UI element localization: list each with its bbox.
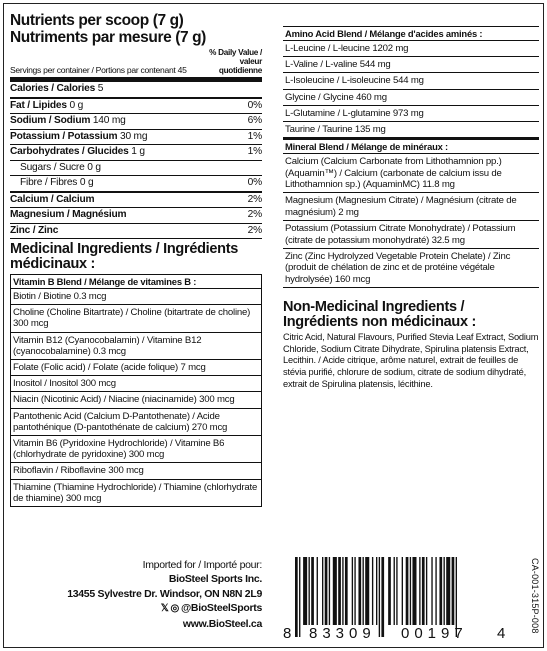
barcode-bar	[446, 557, 450, 625]
barcode-bar	[329, 557, 330, 625]
nutrient-dv: 0%	[247, 177, 262, 188]
nutrient-label: Calories / Calories 5	[10, 83, 104, 94]
nutrient-label: Zinc / Zinc	[10, 224, 59, 236]
nutrition-facts-panel	[10, 12, 262, 507]
nutrient-row	[10, 208, 262, 224]
barcode-bar	[352, 557, 353, 625]
social-handle: @BioSteelSports	[180, 602, 262, 615]
vitamin-item: Inositol / Inositol 300 mcg	[11, 376, 261, 392]
vitamin-item: Niacin (Nicotinic Acid) / Niacine (niacinamide) 300 mcg	[11, 392, 261, 408]
importer-line: Imported for / Importé pour:	[142, 559, 262, 571]
barcode-bar	[299, 557, 300, 637]
barcode-bar	[311, 557, 314, 625]
barcode-bar	[412, 557, 416, 625]
barcode-bar	[309, 557, 310, 625]
amino-item: L-Glutamine / L-glutamine 973 mg	[283, 106, 539, 122]
barcode-bar	[322, 557, 323, 625]
vitamin-item: Riboflavin / Riboflavine 300 mcg	[11, 463, 261, 479]
barcode-bar	[431, 557, 432, 625]
vitamin-blend-box	[10, 274, 262, 507]
vitamin-item: Choline (Choline Bitartrate) / Choline (bitartrate de choline) 300 mcg	[11, 305, 261, 332]
barcode-bar	[379, 557, 380, 637]
importer-block	[40, 558, 262, 631]
mineral-blend-header: Mineral Blend / Mélange de minéraux :	[283, 140, 539, 154]
barcode-bar	[388, 557, 391, 625]
non-medicinal-title: Non-Medicinal Ingredients / Ingrédients non médicinaux :	[283, 299, 477, 331]
side-code: CA-001-315P-008	[530, 558, 540, 634]
servings-per-container: Servings per container / Portions par contenant 45	[10, 65, 187, 75]
nutrient-dv: 2%	[247, 209, 262, 220]
vitamin-item: Biotin / Biotine 0.3 mcg	[11, 289, 261, 305]
barcode-bar	[376, 557, 377, 625]
vitamin-item: Thiamine (Thiamine Hydrochloride) / Thiamine (chlorhydrate de thiamine) 300 mcg	[13, 481, 258, 504]
vitamin-blend-header: Vitamin B Blend / Mélange de vitamines B :	[11, 275, 261, 289]
nutrient-dv: 0%	[247, 99, 262, 111]
vitamin-item: Vitamin B6 (Pyridoxine Hydrochloride) / Vitamine B6 (chlorhydrate de pyridoxine) 300 mcg	[11, 436, 261, 463]
social-line	[40, 601, 262, 616]
nutrient-label: Fibre / Fibres 0 g	[20, 177, 94, 188]
barcode-bar	[295, 557, 298, 637]
mineral-blend-box	[283, 138, 539, 288]
daily-value-header: % Daily Value / valeur quotidienne	[209, 48, 262, 75]
barcode-digit-check: 4	[497, 625, 506, 642]
barcode-bar	[419, 557, 420, 625]
amino-item: L-Valine / L-valine 544 mg	[283, 57, 539, 73]
nutrient-dv: 2%	[247, 224, 262, 236]
barcode-bar	[358, 557, 361, 625]
barcode-bar	[363, 557, 364, 625]
barcode-bar	[426, 557, 427, 625]
amino-item: Taurine / Taurine 135 mg	[283, 122, 539, 138]
nutrient-label: Magnesium / Magnésium	[10, 209, 127, 220]
barcode-digits-left: 83309	[309, 625, 376, 642]
nutrient-label: Sodium / Sodium 140 mg	[10, 115, 126, 126]
barcode-bar	[365, 557, 369, 625]
barcode-bar	[354, 557, 355, 625]
nutrient-label: Fat / Lipides 0 g	[10, 99, 84, 111]
barcode-bar	[422, 557, 425, 625]
barcode-bar	[444, 557, 445, 625]
nutrient-label: Carbohydrates / Glucides 1 g	[10, 146, 145, 157]
barcode-bar	[345, 557, 348, 625]
importer-address: 13455 Sylvestre Dr. Windsor, ON N8N 2L9	[67, 587, 262, 600]
amino-item: L-Leucine / L-leucine 1202 mg	[283, 41, 539, 57]
barcode-digits-right: 00197	[401, 625, 468, 642]
mineral-item: Magnesium (Magnesium Citrate) / Magnésium (citrate de magnésium) 2 mg	[283, 193, 539, 221]
mineral-item: Calcium (Calcium Carbonate from Lithothamnion pp.) (Aquamin™) / Calcium (carbonate de calcium issu de Lithothamnion sp.) (AquaminMC) 11.8 mg	[283, 154, 539, 193]
nutrient-dv: 1%	[247, 146, 262, 157]
nutrient-label: Potassium / Potassium 30 mg	[10, 130, 148, 142]
ingredients-panel	[283, 26, 539, 390]
barcode-bar	[342, 557, 343, 625]
barcode-bar	[402, 557, 403, 625]
nutrient-row	[10, 98, 262, 115]
barcode-bar	[372, 557, 373, 625]
nutrient-dv: 1%	[247, 130, 262, 142]
amino-item: Glycine / Glycine 460 mg	[283, 90, 539, 106]
barcode-bar	[410, 557, 411, 625]
barcode-digit-lead: 8	[283, 625, 292, 642]
vitamin-item: Pantothenic Acid (Calcium D-Pantothenate) / Acide pantothénique (D-pantothénate de calcium) 270 mcg	[11, 409, 261, 436]
barcode-bar	[317, 557, 318, 625]
medicinal-title: Medicinal Ingredients / Ingrédients médicinaux :	[10, 241, 238, 272]
barcode-bar	[325, 557, 328, 625]
title-en: Nutrients per scoop (7 g)	[10, 12, 184, 29]
nutrient-label: Calcium / Calcium	[10, 193, 95, 205]
amino-item: L-Isoleucine / L-isoleucine 544 mg	[283, 73, 539, 89]
instagram-icon: ◎	[170, 603, 179, 615]
nutrient-row	[10, 145, 262, 161]
barcode-bar	[452, 557, 455, 625]
nutrient-row	[10, 161, 262, 177]
nutrient-row	[10, 114, 262, 130]
mineral-item: Zinc (Zinc Hydrolyzed Vegetable Protein Chelate) / Zinc (produit de chélation de zinc et de protéine végétale hydrolysée) 160 mcg	[283, 249, 539, 288]
nutrient-table	[10, 82, 262, 239]
nutrient-label: Sugars / Sucre 0 g	[20, 161, 101, 173]
barcode-bar	[435, 557, 436, 625]
nutrient-row	[10, 82, 262, 98]
title-fr: Nutriments par mesure (7 g)	[10, 29, 206, 46]
nutrient-row	[10, 192, 262, 209]
barcode-bar	[394, 557, 395, 625]
amino-blend-box	[283, 26, 539, 138]
nutrient-dv: 6%	[247, 115, 262, 126]
amino-blend-header: Amino Acid Blend / Mélange d'acides aminés :	[283, 27, 539, 41]
x-icon: 𝕏	[160, 603, 169, 615]
barcode-bar	[333, 557, 337, 625]
website: www.BioSteel.ca	[182, 617, 262, 630]
nutrient-row	[10, 130, 262, 146]
vitamin-item: Vitamin B12 (Cyanocobalamin) / Vitamine B12 (cyanocobalamine) 0.3 mcg	[11, 333, 261, 360]
barcode-bar	[303, 557, 307, 625]
barcode-bar	[381, 557, 384, 637]
barcode-bar	[406, 557, 409, 625]
barcode-bar	[439, 557, 442, 625]
importer-company: BioSteel Sports Inc.	[168, 573, 262, 586]
barcode-bar	[338, 557, 341, 625]
non-medicinal-text: Citric Acid, Natural Flavours, Purified Stevia Leaf Extract, Sodium Chloride, Sodium Citrate Dihydrate, Spirulina platensis Extract, Lecithin. / Acide citrique, arôme naturel, extrait de feuilles de stévia purifié, chlorure de sodium, citrate de sodium dihydraté, extrait de Spirulina platensis, lécithine.	[283, 332, 539, 389]
nutrient-dv: 2%	[247, 193, 262, 205]
vitamin-item: Folate (Folic acid) / Folate (acide folique) 7 mcg	[11, 360, 261, 376]
nutrient-row	[10, 176, 262, 192]
barcode-bar	[396, 557, 397, 625]
nutrient-row	[10, 224, 262, 240]
mineral-item: Potassium (Potassium Citrate Monohydrate) / Potassium (citrate de potassium monohydraté) 32.5 mg	[283, 221, 539, 249]
